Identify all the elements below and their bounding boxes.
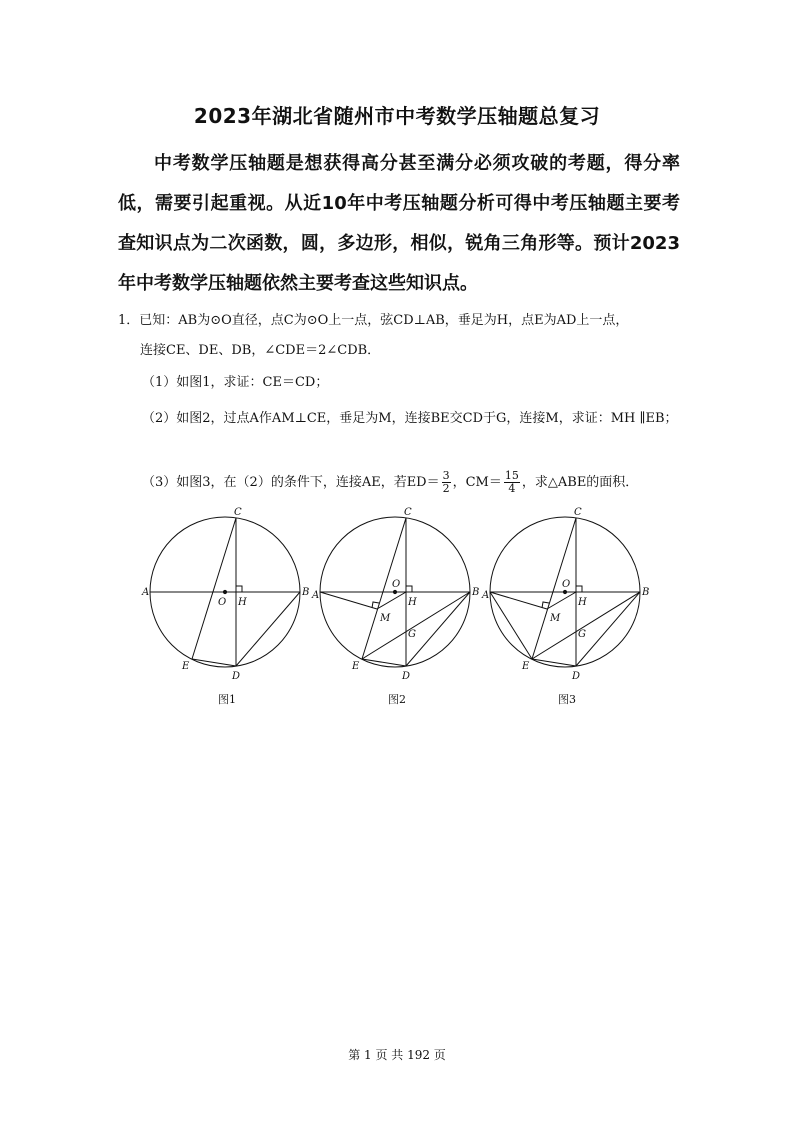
label-a-2: A	[312, 590, 320, 601]
label-e-2: E	[352, 661, 360, 672]
right-angle-mark-h-3	[576, 586, 582, 592]
label-b-3: B	[642, 587, 650, 598]
center-dot-3	[563, 590, 566, 593]
page-footer: 第 1 页 共 192 页	[348, 1048, 446, 1062]
geometry-figures	[130, 505, 670, 715]
label-e-3: E	[522, 661, 530, 672]
question-3-text-b: ，CM＝	[452, 475, 502, 490]
figure-2	[320, 517, 470, 667]
figure-1	[150, 517, 300, 667]
label-h-1: H	[238, 597, 247, 608]
fraction-cm-numerator: 15	[504, 469, 519, 482]
right-angle-mark-h-2	[406, 586, 412, 592]
question-1: （1）如图1，求证：CE＝CD；	[142, 375, 329, 390]
label-o-3: O	[562, 579, 571, 590]
label-d-1: D	[232, 671, 241, 682]
center-dot-2	[393, 590, 396, 593]
fraction-cm	[504, 470, 520, 495]
label-c-2: C	[404, 507, 412, 518]
caption-figure-2: 图2	[388, 693, 406, 706]
fraction-ed-denominator: 2	[442, 482, 450, 495]
problem-statement-line1: 1．已知：AB为⊙O直径，点C为⊙O上一点，弦CD⊥AB，垂足为H，点E为AD上一点，	[118, 313, 629, 328]
figure-3	[490, 517, 640, 667]
question-2: （2）如图2，过点A作AM⊥CE，垂足为M，连接BE交CD于G，连接M，求证：MH ∥EB；	[142, 411, 678, 426]
label-h-2: H	[408, 597, 417, 608]
label-g-2: G	[408, 629, 416, 640]
question-3-text-a: （3）如图3，在（2）的条件下，连接AE，若ED＝	[142, 475, 440, 490]
fraction-ed	[442, 470, 451, 495]
segment-mh-3	[547, 592, 576, 609]
label-m-3: M	[550, 613, 561, 624]
label-d-2: D	[402, 671, 411, 682]
label-d-3: D	[572, 671, 581, 682]
label-c-3: C	[574, 507, 582, 518]
page-title: 2023年湖北省随州市中考数学压轴题总复习	[193, 104, 601, 128]
segment-ae-3	[490, 592, 532, 659]
label-o-1: O	[218, 597, 227, 608]
label-o-2: O	[392, 579, 401, 590]
segment-mh-2	[377, 592, 406, 609]
chord-ce-1	[192, 518, 236, 659]
center-dot-1	[223, 590, 226, 593]
label-g-3: G	[578, 629, 586, 640]
fraction-cm-denominator: 4	[508, 482, 516, 495]
label-c-1: C	[234, 507, 242, 518]
label-m-2: M	[380, 613, 391, 624]
question-3	[142, 470, 702, 495]
label-b-2: B	[472, 587, 480, 598]
label-e-1: E	[182, 661, 190, 672]
right-angle-mark-1	[236, 586, 242, 592]
label-a-3: A	[482, 590, 490, 601]
label-a-1: A	[142, 587, 150, 598]
caption-figure-3: 图3	[558, 693, 576, 706]
caption-figure-1: 图1	[218, 693, 236, 706]
fraction-ed-numerator: 3	[442, 469, 450, 482]
question-3-text-c: ，求△ABE的面积．	[521, 475, 639, 490]
label-b-1: B	[302, 587, 310, 598]
problem-statement-line2: 连接CE、DE、DB，∠CDE＝2∠CDB．	[140, 343, 381, 358]
segment-am-2	[320, 592, 377, 609]
intro-paragraph: 中考数学压轴题是想获得高分甚至满分必须攻破的考题，得分率低，需要引起重视。从近10年中考压轴题分析可得中考压轴题主要考查知识点为二次函数，圆，多边形，相似，锐角三角形等。预计2023年中考数学压轴题依然主要考查这些知识点。	[118, 153, 680, 294]
label-h-3: H	[578, 597, 587, 608]
